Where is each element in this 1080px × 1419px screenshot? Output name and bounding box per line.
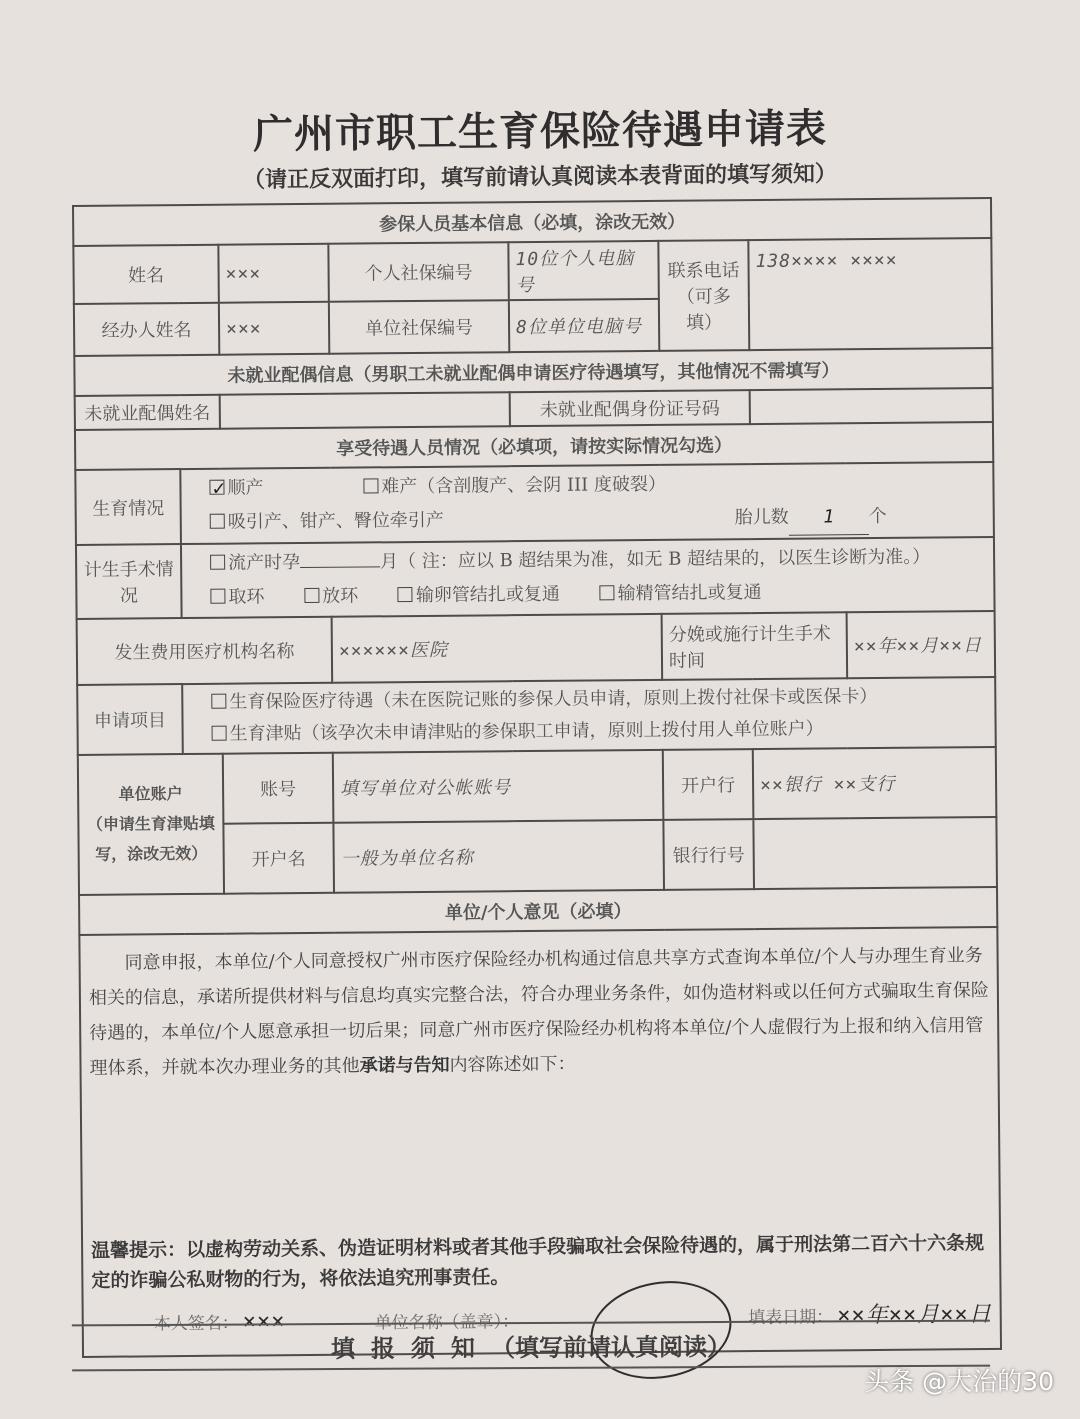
- option-vasectomy[interactable]: 输精管结扎或复通: [599, 576, 761, 611]
- option-insert-iud[interactable]: 放环: [304, 580, 358, 614]
- agent-field[interactable]: ×××: [219, 302, 329, 355]
- checkbox-icon[interactable]: [210, 514, 225, 529]
- birth-label: 生育情况: [75, 469, 181, 545]
- application-label: 申请项目: [77, 684, 183, 755]
- document-subtitle: （请正反双面打印，填写前请认真阅读本表背面的填写须知）: [242, 161, 838, 194]
- phone-label: 联系电话: [667, 260, 740, 282]
- fetus-count: 胎儿数 1 个: [735, 500, 887, 536]
- spouse-id-label: 未就业配偶身份证号码: [510, 390, 750, 426]
- consent-text: 同意申报，本单位/个人同意授权广州市医疗保险经办机构通过信息共享方式查询本单位/个人与办理生育业务相关的信息，承诺所提供材料与信息均真实完整合法，符合办理业务条件，如伪造材料或以任何方式骗取生育保险待遇的，本单位/个人愿意承担一切后果；同意广州市医疗保险经办机构将本单位/个人虚假行为上报和纳入信用管理体系，并就本次办理业务的其他承诺与告知内容陈述如下：: [88, 945, 989, 1079]
- checkbox-icon[interactable]: [212, 726, 227, 741]
- unit-stamp: 单位名称（盖章）：: [375, 1306, 660, 1333]
- holder-field[interactable]: 一般为单位名称: [333, 820, 664, 893]
- checkbox-icon[interactable]: [600, 585, 615, 600]
- section-beneficiary: 享受待遇人员情况（必填项，请按实际情况勾选）: [75, 422, 993, 470]
- fill-date: 填表日期： ××年××月××日: [748, 1302, 992, 1329]
- option-remove-iud[interactable]: 取环: [210, 580, 264, 614]
- bank-code-label: 银行行号: [663, 819, 754, 890]
- checkbox-icon[interactable]: [398, 587, 413, 602]
- checkbox-icon[interactable]: [363, 478, 378, 493]
- checkbox-icon[interactable]: [210, 555, 225, 570]
- family-planning-label: 计生手术情况: [76, 544, 182, 619]
- checkbox-checked-icon[interactable]: [209, 480, 224, 495]
- phone-field[interactable]: 138×××× ××××: [748, 238, 992, 350]
- abortion-months-field[interactable]: [300, 566, 380, 568]
- option-maternity-allowance[interactable]: 生育津贴（该孕次未申请津贴的参保职工申请，原则上拨付用人单位账户）: [211, 712, 988, 751]
- fill-date-field[interactable]: ××年××月××日: [837, 1302, 992, 1329]
- option-natural-birth[interactable]: ✓顺产: [209, 471, 263, 505]
- account-label: 账号: [223, 753, 334, 824]
- spouse-name-label: 未就业配偶姓名: [75, 395, 220, 430]
- signature-field[interactable]: ×××: [242, 1309, 286, 1335]
- surgery-time-label: 分娩或施行计生手术时间: [662, 612, 848, 680]
- agent-label: 经办人姓名: [74, 303, 219, 356]
- phone-note: （可多填）: [676, 286, 731, 334]
- phone-label-cell: [658, 240, 749, 351]
- unit-account-label: 单位账户: [118, 784, 183, 804]
- account-field[interactable]: 填写单位对公帐账号: [333, 750, 664, 823]
- section-opinion: 单位/个人意见（必填）: [79, 887, 997, 935]
- spouse-name-field[interactable]: [220, 392, 510, 429]
- personal-id-label: 个人社保编号: [328, 242, 508, 302]
- checkbox-icon[interactable]: [211, 694, 226, 709]
- unit-account-note: （申请生育津贴填写，涂改无效）: [86, 813, 215, 864]
- opinion-cell: [79, 927, 1001, 1357]
- watermark: 头条 @大治的30: [864, 1367, 1054, 1396]
- filling-notice-heading: 填报须知（填写前请认真阅读）: [72, 1320, 990, 1372]
- fetus-count-field[interactable]: 1: [789, 500, 869, 536]
- option-medical-benefit[interactable]: 生育保险医疗待遇（未在医院记账的参保人员申请，原则上拨付社保卡或医保卡）: [211, 680, 988, 719]
- bank-field[interactable]: ××银行 ××支行: [753, 747, 997, 819]
- option-difficult-birth[interactable]: 难产（含剖腹产、会阴 III 度破裂）: [363, 468, 666, 505]
- family-planning-options: 流产时孕 月（ 注：应以 B 超结果为准，如无 B 超结果的，以医生诊断为准。） 取环 放环 输卵管结扎或复通 输精管结扎或复通: [181, 537, 995, 618]
- checkbox-icon[interactable]: [210, 589, 225, 604]
- personal-id-field[interactable]: 10位个人电脑号: [508, 241, 659, 300]
- unit-id-label: 单位社保编号: [329, 300, 509, 354]
- hospital-field[interactable]: ××××××医院: [332, 614, 663, 683]
- option-assisted-birth[interactable]: 吸引产、钳产、臀位牵引产: [210, 504, 444, 541]
- spouse-id-field[interactable]: [750, 388, 993, 424]
- checkbox-icon[interactable]: [304, 588, 319, 603]
- signature: 本人签名： ×××: [153, 1309, 286, 1335]
- section-spouse-info: 未就业配偶信息（男职工未就业配偶申请医疗待遇填写，其他情况不需填写）: [74, 348, 992, 396]
- document-title: 广州市职工生育保险待遇申请表: [252, 105, 828, 159]
- hospital-label: 发生费用医疗机构名称: [77, 617, 333, 685]
- unit-id-field[interactable]: 8位单位电脑号: [509, 299, 659, 352]
- application-options: [182, 677, 996, 754]
- form-table: [72, 197, 1002, 1358]
- surgery-time-field[interactable]: ××年××月××日: [847, 611, 996, 678]
- name-label: 姓名: [73, 245, 219, 304]
- birth-options: [180, 462, 994, 544]
- option-tubal-ligation[interactable]: 输卵管结扎或复通: [398, 578, 560, 613]
- holder-label: 开户名: [223, 823, 334, 894]
- section-basic-info: 参保人员基本信息（必填，涂改无效）: [73, 198, 991, 246]
- application-form: [72, 197, 1000, 1358]
- name-field[interactable]: ×××: [218, 244, 329, 303]
- fraud-warning: 温馨提示：以虚构劳动关系、伪造证明材料或者其他手段骗取社会保险待遇的，属于刑法第二百六十六条规定的诈骗公私财物的行为，将依法追究刑事责任。: [91, 1232, 985, 1292]
- abortion-note: （ 注：应以 B 超结果为准，如无 B 超结果的，以医生诊断为准。）: [398, 546, 931, 573]
- bank-label: 开户行: [663, 749, 754, 820]
- unit-account-label-cell: [78, 754, 224, 895]
- bank-code-field[interactable]: [753, 817, 997, 889]
